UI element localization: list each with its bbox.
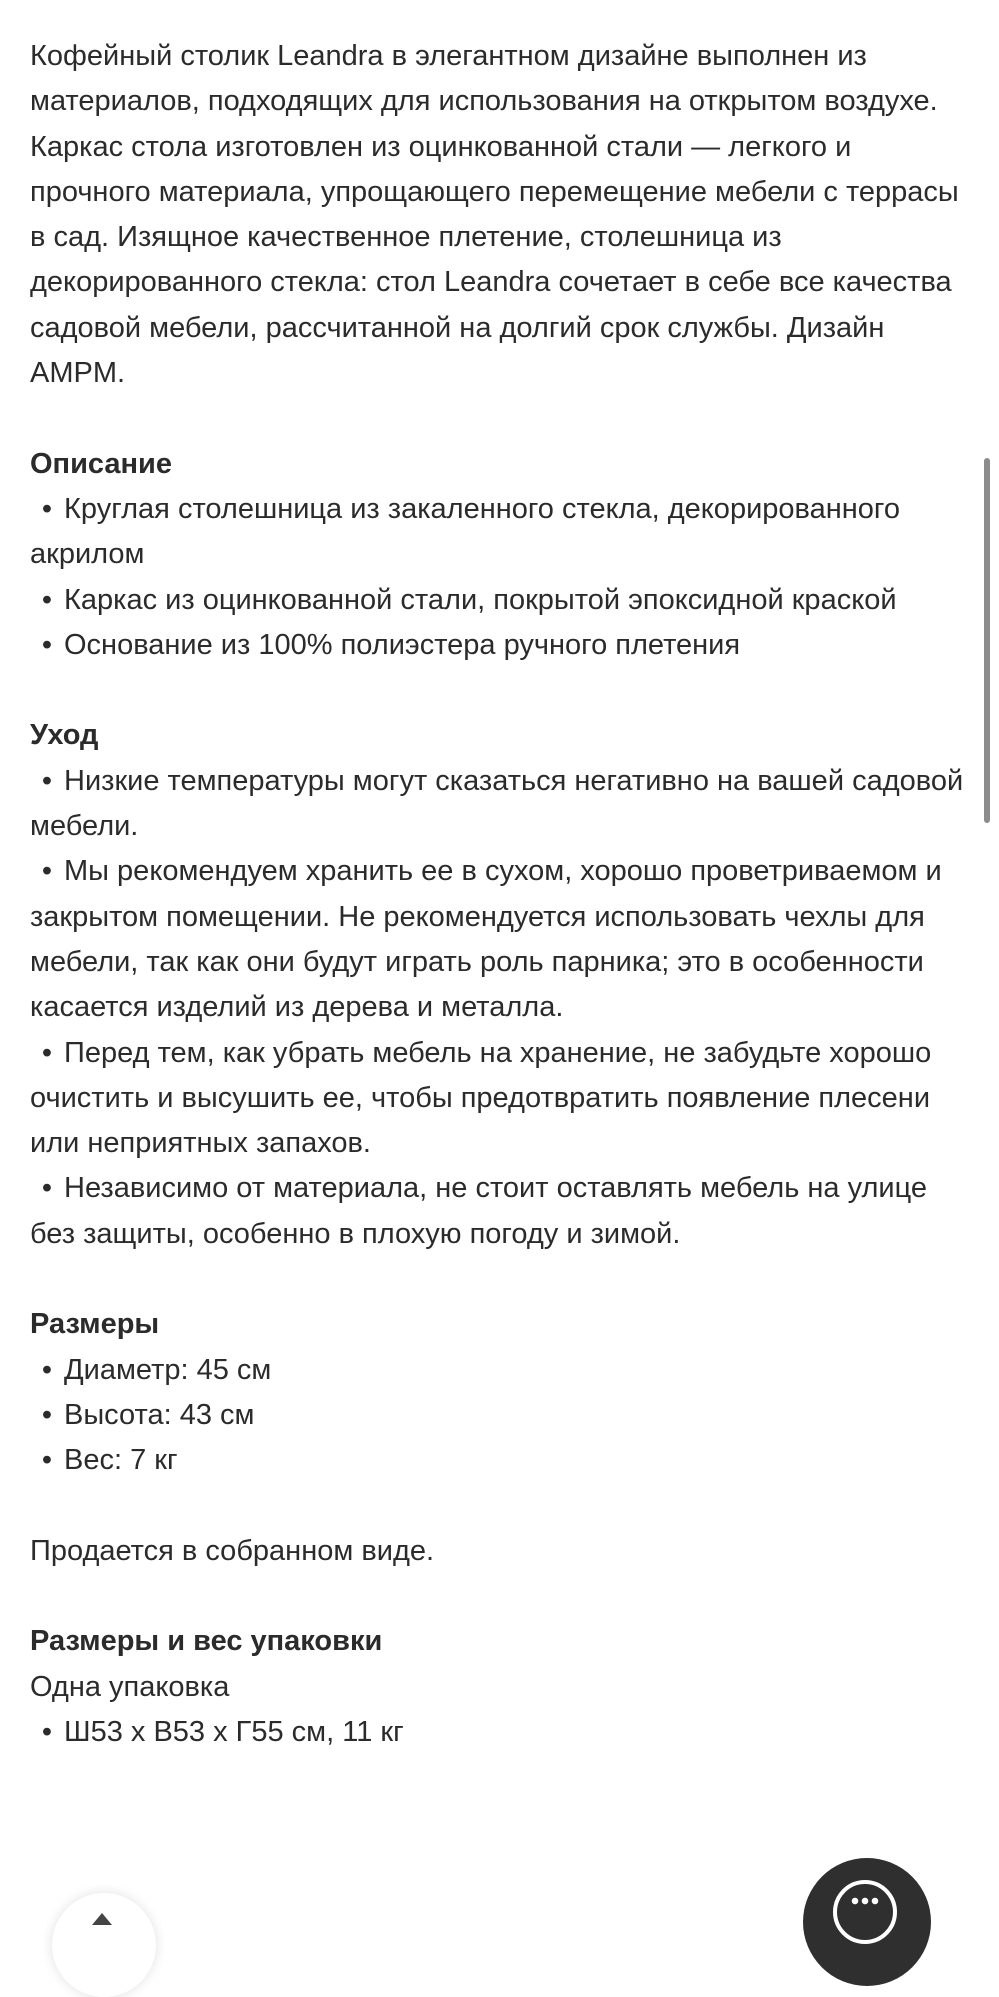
chat-button[interactable] [803,1858,931,1986]
list-item: • Вес: 7 кг [41,1444,178,1477]
list-item: • Ш53 х В53 х Г55 см, 11 кг [41,1715,404,1748]
section-title-dimensions: Размеры [30,1308,160,1341]
intro-paragraph-1: Кофейный столик Leandra в элегантном дизайне выполнен из материалов, подходящих для использования на открытом воздухе. [30,40,938,118]
list-item: • Каркас из оцинкованной стали, покрытой эпоксидной краской [41,583,897,616]
list-item: • Независимо от материала, не стоит оставлять мебель на улице без защиты, особенно в плохую погоду и зимой. [30,1172,927,1250]
section-title-description: Описание [30,447,172,480]
scroll-to-top-button[interactable] [52,1893,156,1997]
product-description [30,34,970,1755]
list-item: • Низкие температуры могут сказаться негативно на вашей садовой мебели. [30,764,964,843]
section-title-package: Размеры и вес упаковки [30,1625,383,1658]
intro-paragraph-2: Каркас стола изготовлен из оцинкованной стали — легкого и прочного материала, упрощающего перемещение мебели с террасы в сад. Изящное качественное плетение, столешница из декорированного стекла: стол Leandra сочетает в себе все качества садовой мебели, рассчитанной на долгий срок службы. Дизайн AMPM. [30,130,959,390]
chat-icon [833,1880,897,1944]
list-item: • Круглая столешница из закаленного стекла, декорированного акрилом [30,492,900,571]
list-item: • Мы рекомендуем хранить ее в сухом, хорошо проветриваемом и закрытом помещении. Не рекомендуется использовать чехлы для мебели, так как они будут играть роль парника; это в особенности касается изделий из дерева и металла. [30,855,942,1024]
arrow-up-icon [92,1913,112,1925]
list-item: • Перед тем, как убрать мебель на хранение, не забудьте хорошо очистить и высушить ее, чтобы предотвратить появление плесени или неприятных запахов. [30,1036,932,1160]
list-item: • Высота: 43 см [41,1398,255,1431]
list-item: • Основание из 100% полиэстера ручного плетения [41,628,741,661]
assembly-note: Продается в собранном виде. [30,1534,435,1567]
scrollbar[interactable] [984,458,990,823]
section-title-care: Уход [30,719,99,752]
list-item: • Диаметр: 45 см [41,1353,272,1386]
package-subtitle: Одна упаковка [30,1670,230,1703]
